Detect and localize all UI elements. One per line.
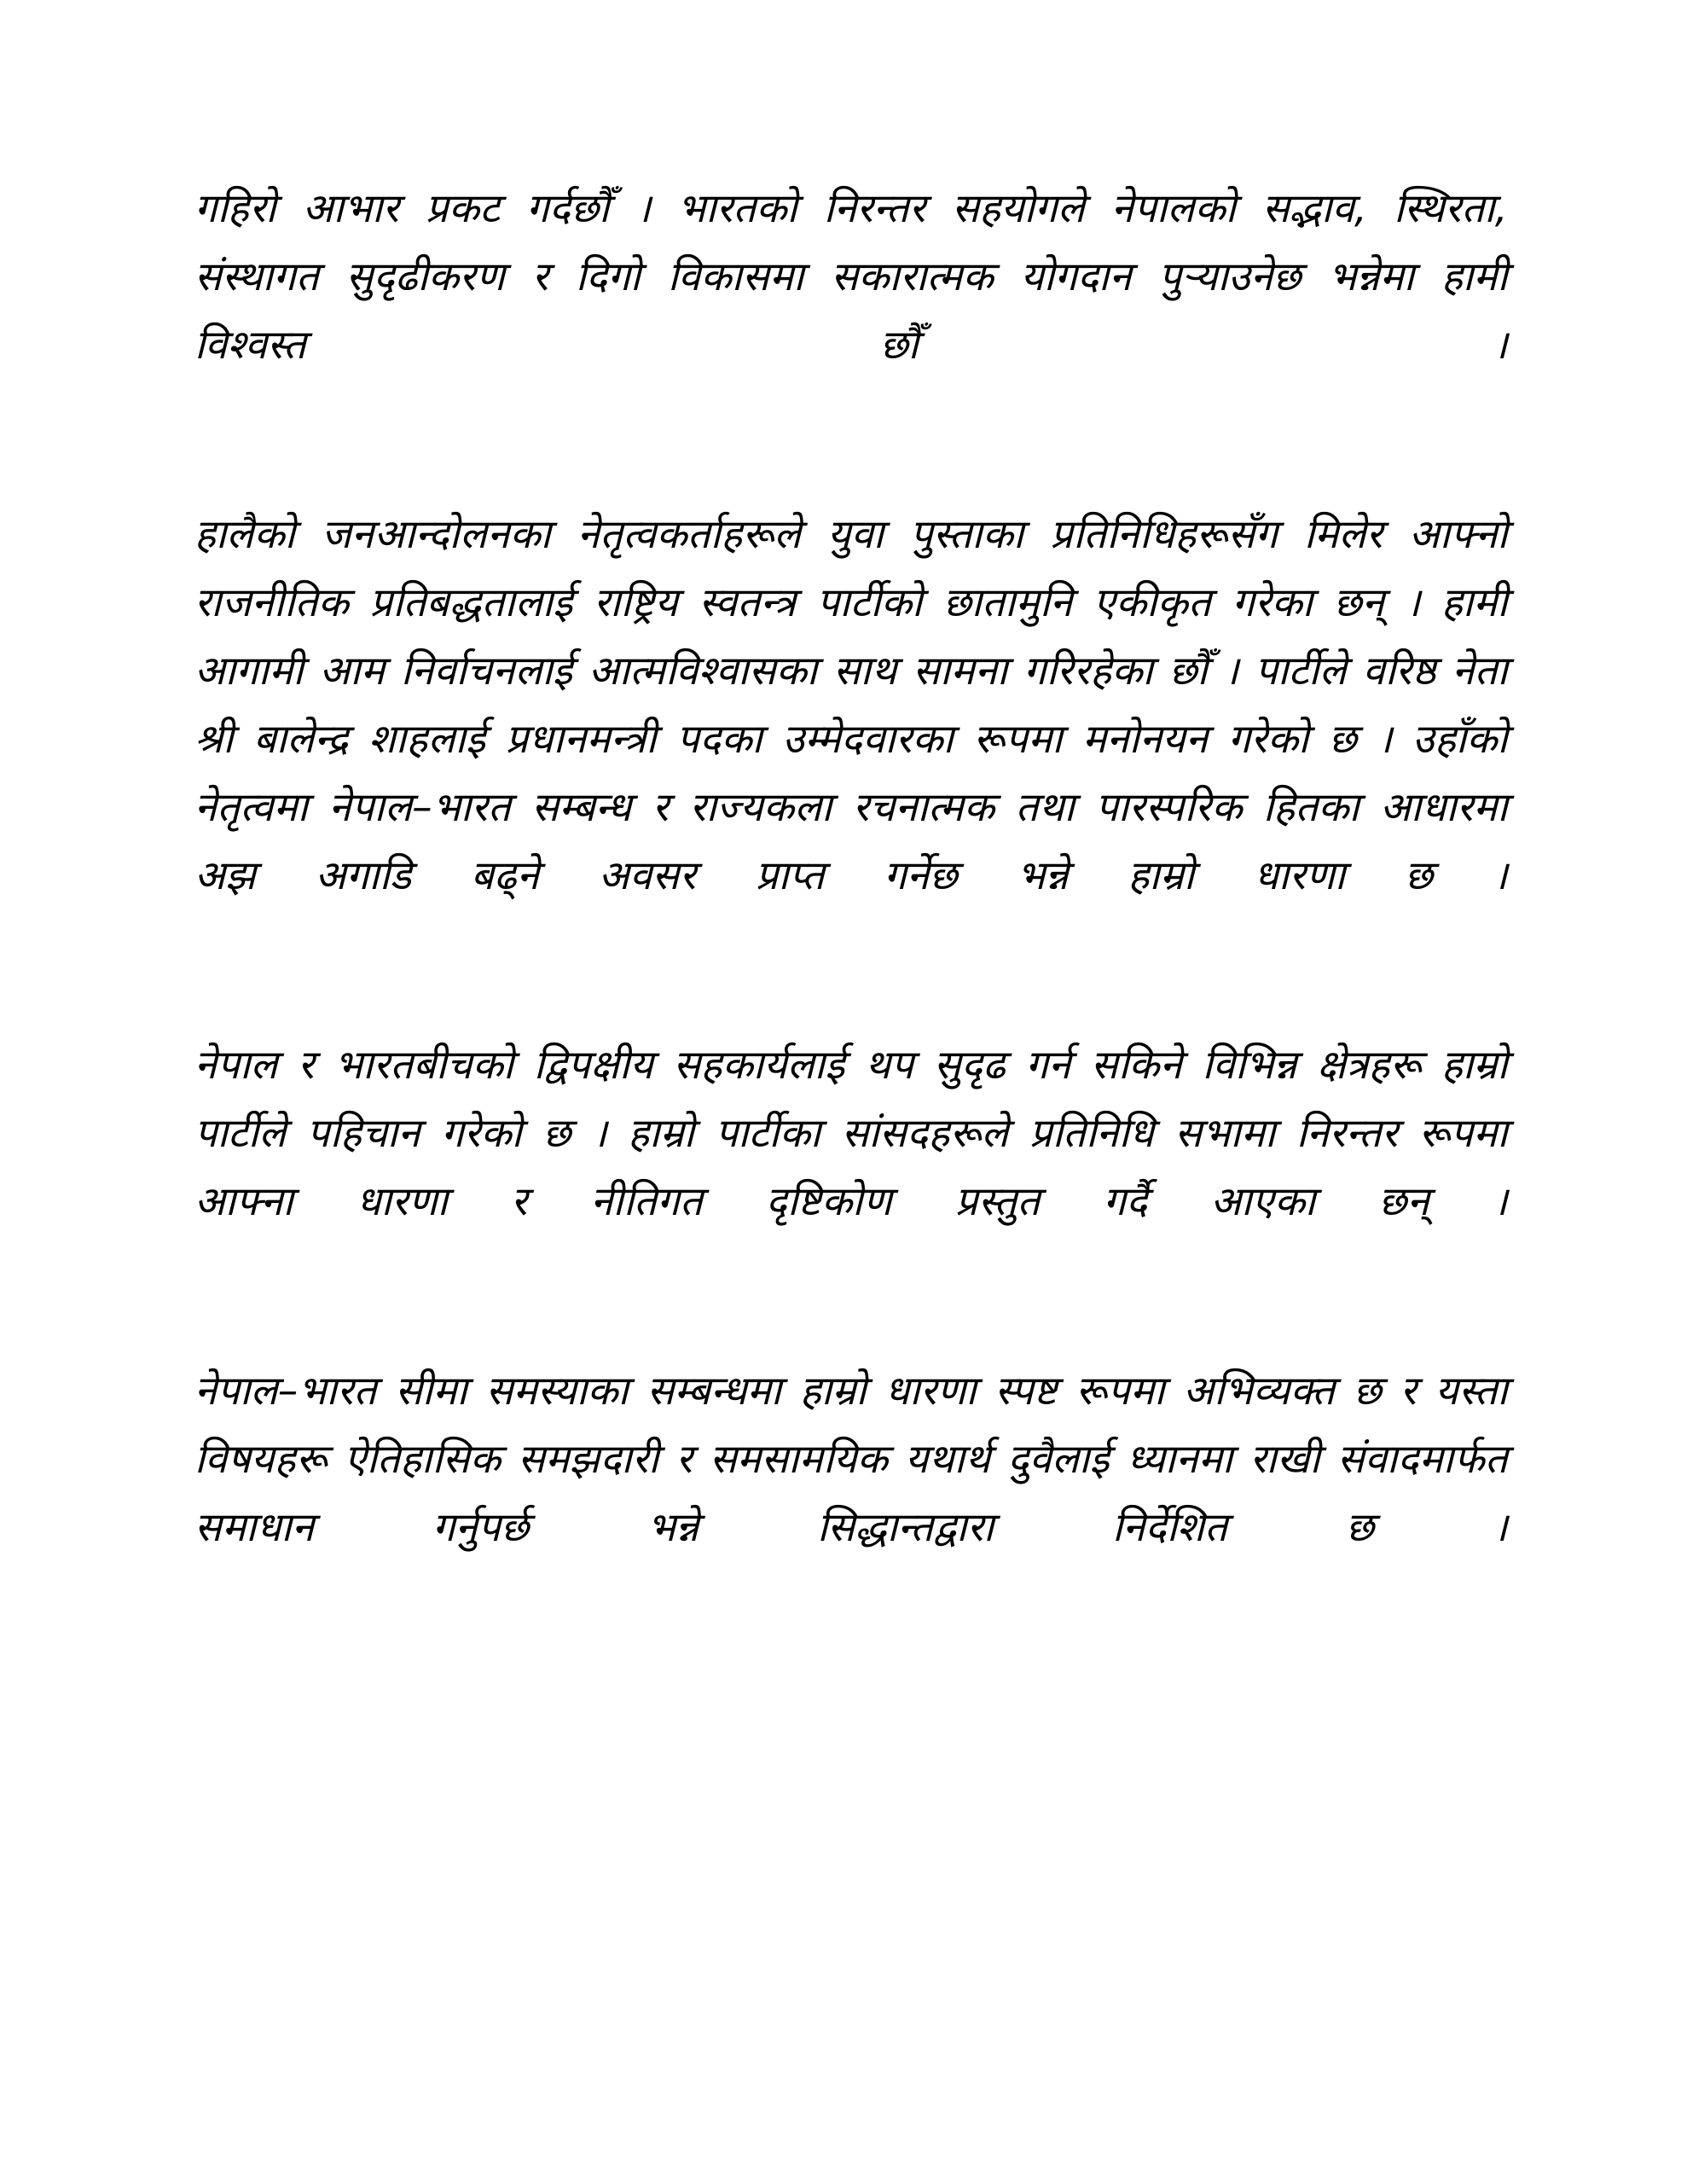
document-body bbox=[194, 175, 1508, 1630]
paragraph-4: नेपाल–भारत सीमा समस्याका सम्बन्धमा हाम्रो धारणा स्पष्ट रूपमा अभिव्यक्त छ र यस्ता विषयहरू ऐतिहासिक समझदारी र समसामयिक यथार्थ दुवैलाई ध्यानमा राखी संवादमार्फत समाधान गर्नुपर्छ भन्ने सिद्धान्तद्वारा निर्देशित छ । bbox=[194, 1368, 1508, 1551]
paragraph-2: हालैको जनआन्दोलनका नेतृत्वकर्ताहरूले युवा पुस्ताका प्रतिनिधिहरूसँग मिलेर आफ्नो राजनीतिक प्रतिबद्धतालाई राष्ट्रिय स्वतन्त्र पार्टीको छातामुनि एकीकृत गरेका छन् । हामी आगामी आम निर्वाचनलाई आत्मविश्वासका साथ सामना गरिरहेका छौँ । पार्टीले वरिष्ठ नेता श्री बालेन्द्र शाहलाई प्रधानमन्त्री पदका उम्मेदवारका रूपमा मनोनयन गरेको छ । उहाँको नेतृत्वमा नेपाल–भारत सम्बन्ध र राज्यकला रचनात्मक तथा पारस्परिक हितका आधारमा अझ अगाडि बढ्ने अवसर प्राप्त गर्नेछ भन्ने हाम्रो धारणा छ । bbox=[194, 511, 1508, 899]
paragraph-3: नेपाल र भारतबीचको द्विपक्षीय सहकार्यलाई थप सुदृढ गर्न सकिने विभिन्न क्षेत्रहरू हाम्रो पार्टीले पहिचान गरेको छ । हाम्रो पार्टीका सांसदहरूले प्रतिनिधि सभामा निरन्तर रूपमा आफ्ना धारणा र नीतिगत दृष्टिकोण प्रस्तुत गर्दै आएका छन् । bbox=[194, 1042, 1508, 1225]
paragraph-1: गहिरो आभार प्रकट गर्दछौँ । भारतको निरन्तर सहयोगले नेपालको सद्भाव, स्थिरता, संस्थागत सुदृढीकरण र दिगो विकासमा सकारात्मक योगदान पुर्‍याउनेछ भन्नेमा हामी विश्वस्त छौँ । bbox=[194, 185, 1508, 369]
